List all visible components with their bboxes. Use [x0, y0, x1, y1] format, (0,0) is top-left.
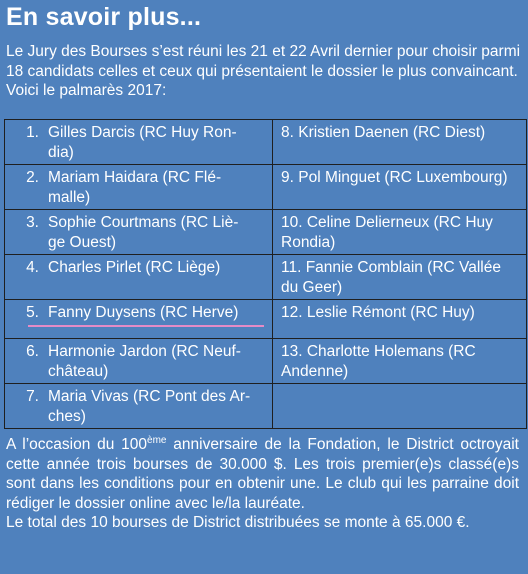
- laureate-name: Fanny Duysens (RC Herve): [48, 304, 239, 321]
- laureate-cell: [5, 165, 273, 210]
- rank-number: 7.: [26, 388, 39, 405]
- laureate-cell: [273, 165, 527, 210]
- laureate-cell: [273, 120, 527, 165]
- rank-number: 4.: [26, 259, 39, 276]
- laureate-name: 11. Fannie Comblain (RC Vallée: [281, 259, 501, 276]
- palmares-table: [4, 119, 527, 429]
- intro-paragraph: Le Jury des Bourses s’est réuni les 21 et 22 Avril dernier pour choisir parmi 18 candidats celles et ceux qui présentaient le dossier le plus convaincant.: [6, 43, 521, 80]
- laureate-name-cont: malle): [48, 188, 91, 206]
- laureate-name: 10. Celine Delierneux (RC Huy: [281, 214, 493, 231]
- table-row: [5, 165, 527, 210]
- laureate-name: Charles Pirlet (RC Liège): [48, 259, 221, 276]
- palmares-heading: Voici le palmarès 2017:: [6, 82, 167, 99]
- laureate-name: 12. Leslie Rémont (RC Huy): [281, 304, 475, 321]
- table-row: [5, 384, 527, 429]
- table-row: [5, 339, 527, 384]
- laureate-cell: [5, 255, 273, 300]
- laureate-name: 13. Charlotte Holemans (RC: [281, 343, 476, 360]
- laureate-name: Mariam Haidara (RC Flé-: [48, 169, 222, 186]
- empty-cell: [273, 384, 527, 429]
- laureate-cell: [273, 300, 527, 339]
- total-paragraph: Le total des 10 bourses de District distribuées se monte à 65.000 €.: [6, 514, 470, 531]
- laureate-cell: [5, 384, 273, 429]
- laureate-name-cont: Andenne): [281, 362, 349, 380]
- table-row: [5, 210, 527, 255]
- laureate-name: Maria Vivas (RC Pont des Ar-: [48, 388, 251, 405]
- superscript-text: ème: [147, 434, 167, 446]
- laureate-cell: [5, 120, 273, 165]
- laureate-name-cont: du Geer): [281, 278, 343, 296]
- rank-number: 1.: [26, 124, 39, 141]
- laureate-name: 8. Kristien Daenen (RC Diest): [281, 124, 486, 141]
- laureate-cell: [273, 210, 527, 255]
- page-title: En savoir plus...: [6, 3, 202, 31]
- rank-number: 3.: [26, 214, 39, 231]
- table-row: [5, 255, 527, 300]
- table-row: [5, 120, 527, 165]
- rank-number: 5.: [26, 304, 39, 321]
- laureate-cell: [5, 300, 273, 339]
- laureate-name: Harmonie Jardon (RC Neuf-: [48, 343, 241, 360]
- laureate-cell: [273, 255, 527, 300]
- laureate-name-cont: ches): [48, 407, 86, 425]
- laureate-name-cont: ge Ouest): [48, 233, 117, 251]
- table-row: [5, 300, 527, 339]
- rank-number: 6.: [26, 343, 39, 360]
- laureate-name: Gilles Darcis (RC Huy Ron-: [48, 124, 237, 141]
- rank-number: 2.: [26, 169, 39, 186]
- outro-section: [6, 435, 519, 533]
- outro-paragraph: [6, 435, 519, 513]
- intro-section: [6, 42, 522, 101]
- laureate-cell: [5, 339, 273, 384]
- laureate-name-cont: Rondia): [281, 233, 336, 251]
- laureate-name-cont: château): [48, 362, 109, 380]
- outro-text-start: A l’occasion du 100: [6, 436, 148, 453]
- laureate-name: Sophie Courtmans (RC Liè-: [48, 214, 239, 231]
- laureate-name: 9. Pol Minguet (RC Luxembourg): [281, 169, 508, 186]
- outro-text-end: anniversaire de la Fondation, le District octroyait cette année trois bourses de 30.000 $. Les trois premier(e)s classé(e)s sont dans les conditions pour en obtenir une. Le club qui les parraine doit rédiger le dossier online avec le/la lauréate.: [6, 436, 519, 512]
- laureate-cell: [5, 210, 273, 255]
- highlight-underline: [28, 325, 264, 327]
- laureate-name-cont: dia): [48, 143, 74, 161]
- laureate-cell: [273, 339, 527, 384]
